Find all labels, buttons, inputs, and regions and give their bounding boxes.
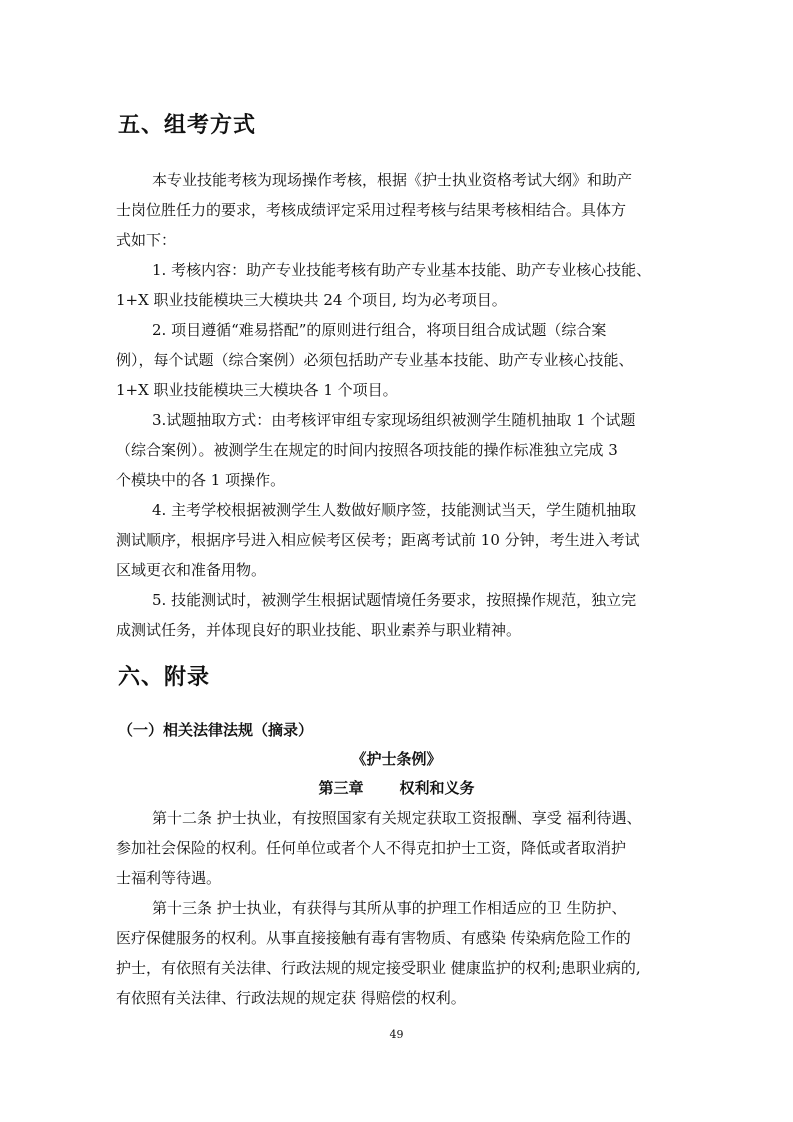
paragraph-line: 1+X 职业技能模块三大模块各 1 个项目。 (116, 381, 398, 399)
paragraph-line: 1+X 职业技能模块三大模块共 24 个项目, 均为必考项目。 (116, 291, 507, 309)
paragraph-line: 第十三条 护士执业，有获得与其所从事的护理工作相适应的卫 生防护、 (152, 899, 627, 917)
paragraph-line: 3.试题抽取方式：由考核评审组专家现场组织被测学生随机抽取 1 个试题 (152, 411, 636, 429)
paragraph-line: 有依照有关法律、行政法规的规定获 得赔偿的权利。 (116, 989, 466, 1007)
paragraph-line: 士岗位胜任力的要求，考核成绩评定采用过程考核与结果考核相结合。具体方 (116, 201, 627, 219)
paragraph-line: 5. 技能测试时，被测学生根据试题情境任务要求，按照操作规范，独立完 (152, 591, 637, 609)
paragraph-line: 医疗保健服务的权利。从事直接接触有毒有害物质、有感染 传染病危险工作的 (116, 929, 631, 947)
paragraph-line: 例），每个试题（综合案例）必须包括助产专业基本技能、助产专业核心技能、 (116, 351, 634, 369)
section-heading-6: 六、附录 (118, 665, 211, 690)
regulation-title: 《护士条例》 (351, 750, 442, 768)
paragraph-line: 测试顺序，根据序号进入相应候考区侯考；距离考试前 10 分钟，考生进入考试 (116, 531, 640, 549)
paragraph-line: 士福利等待遇。 (116, 869, 222, 887)
paragraph-line: 第十二条 护士执业，有按照国家有关规定获取工资报酬、享受 福利待遇、 (152, 809, 642, 827)
paragraph-line: 1. 考核内容：助产专业技能考核有助产专业基本技能、助产专业核心技能、 (152, 261, 652, 279)
chapter-title: 权利和义务 (399, 779, 475, 797)
paragraph-line: 式如下： (116, 231, 177, 249)
chapter-heading (0, 777, 793, 798)
paragraph-line: （综合案例）。被测学生在规定的时间内按照各项技能的操作标准独立完成 3 (116, 441, 618, 459)
page-number: 49 (389, 1028, 404, 1041)
subsection-heading: （一）相关法律法规（摘录） (118, 721, 314, 739)
paragraph-line: 个模块中的各 1 项操作。 (116, 471, 286, 489)
paragraph-line: 参加社会保险的权利。任何单位或者个人不得克扣护士工资，降低或者取消护 (116, 839, 627, 857)
paragraph-line: 区域更衣和准备用物。 (116, 561, 267, 579)
paragraph-line: 2. 项目遵循“难易搭配”的原则进行组合，将项目组合成试题（综合案 (152, 321, 607, 339)
paragraph-line: 护士，有依照有关法律、行政法规的规定接受职业 健康监护的权利;患职业病的, (116, 959, 641, 977)
chapter-number: 第三章 (318, 779, 364, 797)
paragraph-line: 成测试任务，并体现良好的职业技能、职业素养与职业精神。 (116, 621, 522, 639)
section-heading-5: 五、组考方式 (118, 113, 257, 138)
paragraph-line: 本专业技能考核为现场操作考核，根据《护士执业资格考试大纲》和助产 (152, 171, 633, 189)
paragraph-line: 4. 主考学校根据被测学生人数做好顺序签，技能测试当天，学生随机抽取 (152, 501, 637, 519)
